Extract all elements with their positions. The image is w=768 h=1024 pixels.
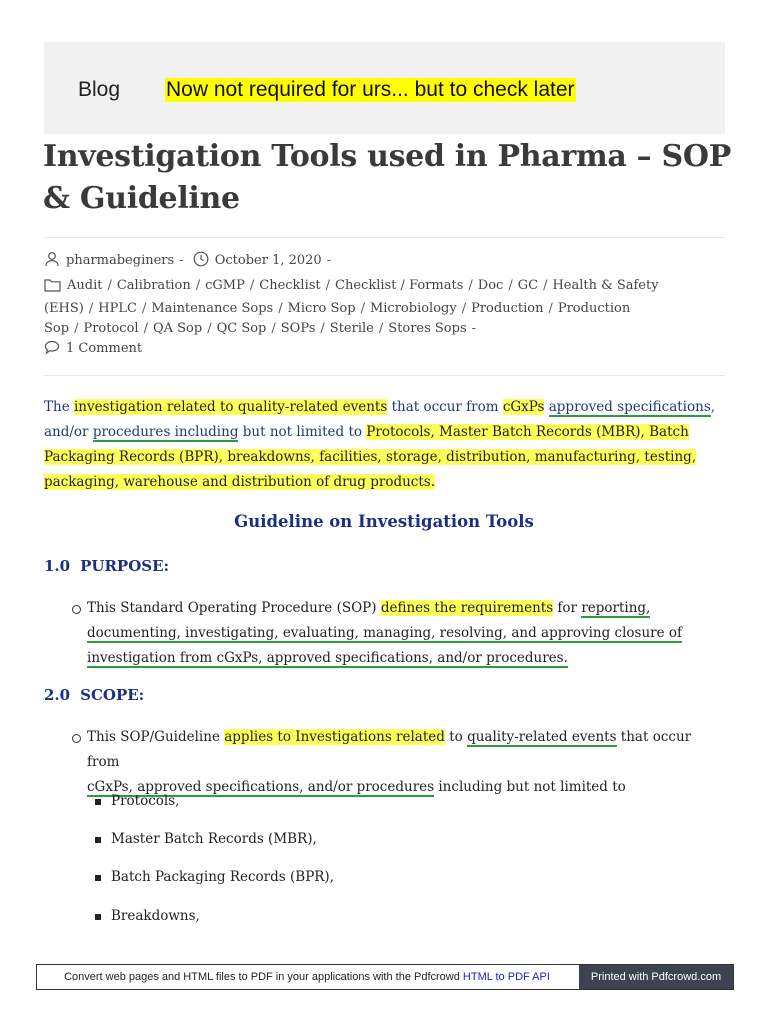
highlight: applies to Investigations related (224, 729, 445, 745)
highlight: defines the requirements (380, 600, 554, 616)
highlight: cGxPs (502, 399, 545, 415)
category-link[interactable]: Calibration (116, 278, 191, 293)
intro-text: The (44, 399, 74, 415)
intro-text: , (710, 399, 716, 415)
purpose-text: for (553, 600, 582, 616)
category-link[interactable]: Sterile (329, 321, 374, 336)
separator: / (325, 278, 331, 293)
category-link[interactable]: Health & Safety (EHS) (44, 278, 659, 316)
square-bullet (95, 799, 101, 805)
separator: / (249, 278, 255, 293)
post-meta: pharmabeginers - October 1, 2020 - (44, 251, 725, 274)
category-link[interactable]: QC Sop (216, 321, 267, 336)
underlined-link[interactable]: approved specifications (548, 399, 711, 415)
separator: / (461, 301, 467, 316)
section-label: SCOPE: (80, 686, 145, 704)
scope-text: to (444, 729, 468, 745)
underlined-text: reporting, (581, 600, 651, 616)
square-bullet (95, 837, 101, 843)
footer-message: Convert web pages and HTML files to PDF in your applications with the Pdfcrowd (64, 971, 463, 983)
highlight: Packaging Records (BPR), breakdowns, facilities, storage, distribution, manufacturing, testing, (44, 449, 697, 465)
header-bar (44, 42, 725, 134)
list-item: Batch Packaging Records (BPR), (111, 869, 334, 885)
folder-icon (44, 278, 61, 299)
separator: / (278, 301, 283, 316)
separator: / (74, 321, 79, 336)
article-title: Investigation Tools used in Pharma – SOP & Guideline (43, 139, 731, 216)
highlight: Protocols, Master Batch Records (MBR), Batch (366, 424, 689, 440)
category-link[interactable]: Checklist (259, 278, 321, 293)
divider (44, 237, 725, 238)
category-link[interactable]: QA Sop (152, 321, 203, 336)
section-number: 1.0 (44, 557, 71, 575)
scope-paragraph (87, 725, 727, 800)
list-item: Master Batch Records (MBR), (111, 831, 317, 847)
underlined-text: documenting, investigating, evaluating, managing, resolving, and approving closure of (87, 625, 683, 641)
comment-icon (44, 340, 60, 362)
list-item: Protocols, (111, 793, 180, 809)
purpose-paragraph (87, 596, 727, 671)
purpose-text: This Standard Operating Procedure (SOP) (87, 600, 381, 616)
category-link[interactable]: cGMP (205, 278, 245, 293)
category-link[interactable]: Protocol (83, 321, 139, 336)
user-icon (44, 251, 60, 274)
section-number: 2.0 (44, 686, 71, 704)
highlight: packaging, warehouse and distribution of drug products. (44, 474, 435, 490)
intro-paragraph (44, 395, 719, 495)
category-link[interactable]: Checklist / Formats (335, 278, 464, 293)
printed-with-badge[interactable]: Printed with Pdfcrowd.com (579, 965, 733, 989)
scope-text: including but not limited to (434, 779, 626, 795)
footer-text (37, 965, 577, 989)
separator: / (468, 278, 473, 293)
category-link[interactable]: Maintenance Sops (151, 301, 274, 316)
separator: / (271, 321, 276, 336)
author-link[interactable]: pharmabeginers (66, 253, 175, 268)
category-link[interactable]: HPLC (98, 301, 137, 316)
separator: / (107, 278, 112, 293)
square-bullet (95, 914, 101, 920)
underlined-text: quality-related events (467, 729, 617, 745)
separator: / (207, 321, 212, 336)
category-link[interactable]: Production (471, 301, 544, 316)
separator: / (88, 301, 94, 316)
separator: / (143, 321, 148, 336)
intro-text: that occur from (387, 399, 503, 415)
separator: / (360, 301, 365, 316)
category-link[interactable]: GC (517, 278, 539, 293)
separator: / (508, 278, 513, 293)
square-bullet (95, 875, 101, 881)
list-item: Breakdowns, (111, 908, 200, 924)
bullet (72, 734, 81, 743)
section-heading-scope (44, 686, 144, 704)
intro-text: and/or (44, 424, 93, 440)
section-label: PURPOSE: (80, 557, 170, 575)
category-link[interactable]: SOPs (280, 321, 316, 336)
comments-link[interactable]: 1 Comment (66, 341, 143, 356)
pdfcrowd-footer (36, 964, 734, 990)
category-link[interactable]: Microbiology (369, 301, 457, 316)
category-link[interactable]: Doc (477, 278, 504, 293)
scope-text: This SOP/Guideline (87, 729, 225, 745)
separator: - (471, 321, 477, 336)
separator: / (543, 278, 548, 293)
category-link[interactable]: Production Sop (44, 301, 631, 336)
category-link[interactable]: Stores Sops (388, 321, 467, 336)
category-link[interactable]: Micro Sop (287, 301, 356, 316)
separator: / (378, 321, 384, 336)
scope-text: that occur from (87, 729, 692, 770)
comments-meta (44, 339, 725, 362)
bullet (72, 605, 81, 614)
separator: / (141, 301, 147, 316)
divider (44, 375, 725, 376)
underlined-text: cGxPs, approved specifications, and/or procedures (87, 779, 435, 795)
highlight: investigation related to quality-related events (73, 399, 388, 415)
intro-text: but not limited to (238, 424, 367, 440)
underlined-text: investigation from cGxPs, approved specifications, and/or procedures. (87, 650, 568, 666)
category-link[interactable]: Audit (67, 278, 103, 293)
clock-icon (193, 251, 209, 274)
post-date[interactable]: October 1, 2020 (214, 253, 322, 268)
blog-link[interactable]: Blog (78, 78, 121, 101)
guideline-heading: Guideline on Investigation Tools (234, 512, 534, 531)
separator: / (320, 321, 325, 336)
section-heading-purpose (44, 557, 169, 575)
separator: / (195, 278, 201, 293)
underlined-link[interactable]: procedures including (92, 424, 239, 440)
category-list (44, 276, 725, 339)
html-to-pdf-link[interactable]: HTML to PDF API (462, 971, 550, 983)
highlighted-note: Now not required for urs... but to check later (166, 78, 575, 101)
separator: / (548, 301, 553, 316)
